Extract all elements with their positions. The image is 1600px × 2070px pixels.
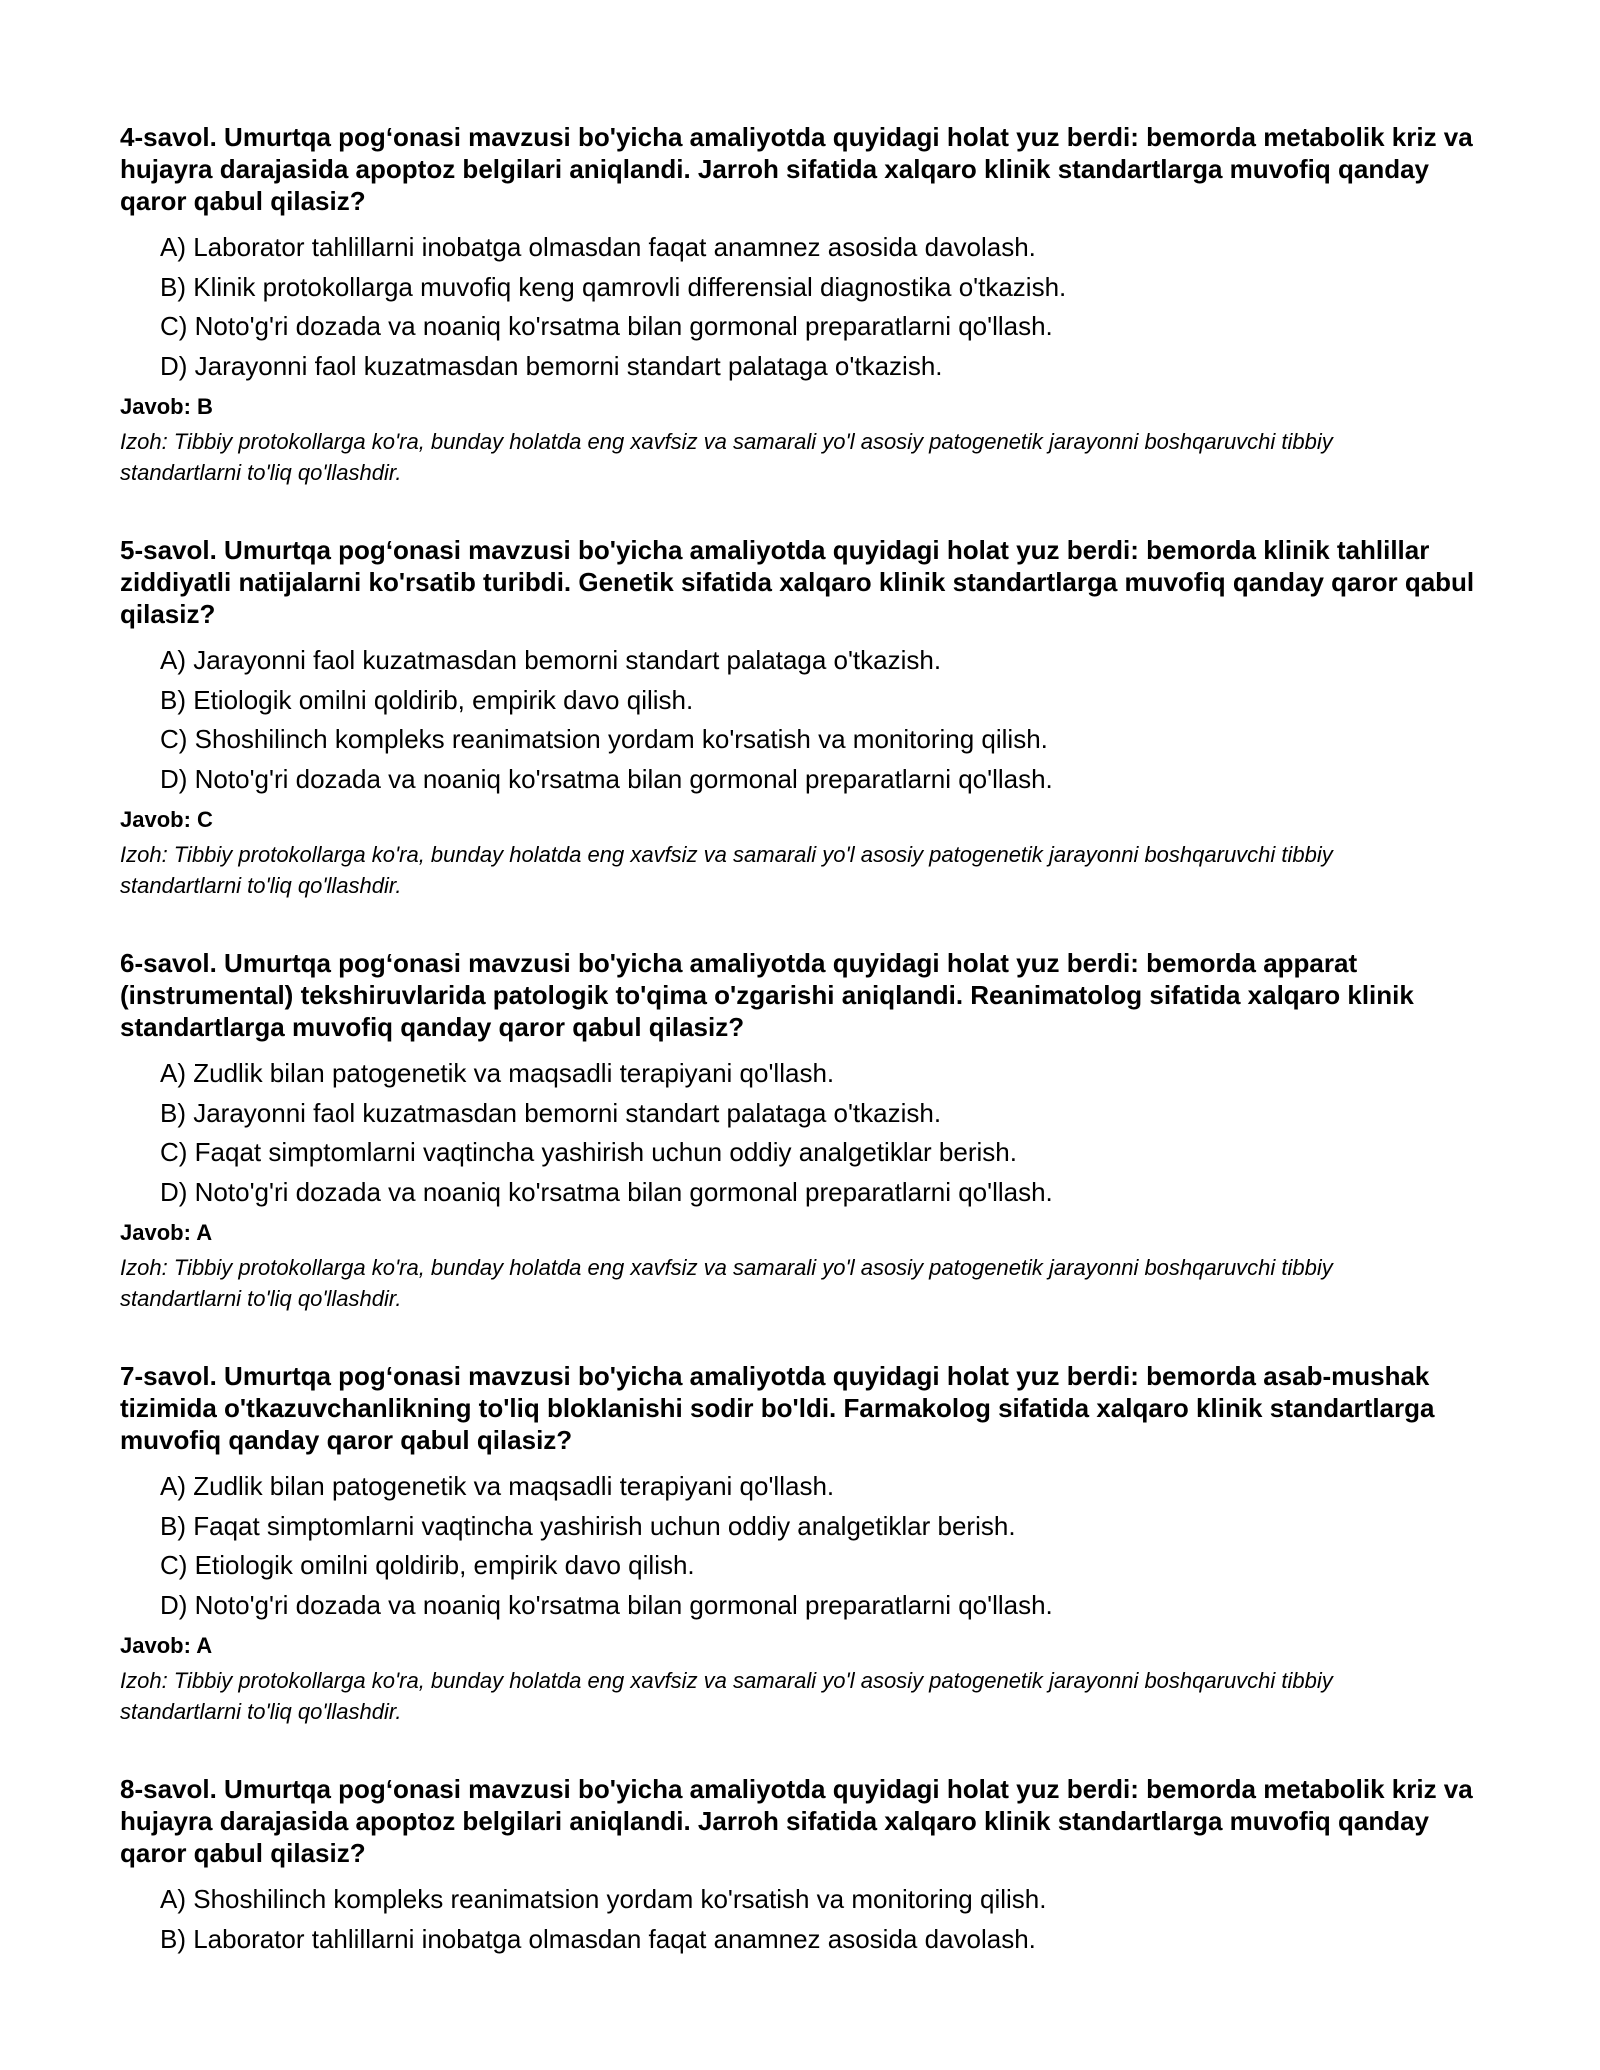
option-d: D) Noto'g'ri dozada va noaniq ko'rsatma bilan gormonal preparatlarni qo'llash. xyxy=(160,1176,1053,1207)
question-4 xyxy=(120,121,1480,488)
option-a: A) Laborator tahlillarni inobatga olmasdan faqat anamnez asosida davolash. xyxy=(160,232,1036,262)
option-d: D) Noto'g'ri dozada va noaniq ko'rsatma bilan gormonal preparatlarni qo'llash. xyxy=(160,763,1053,794)
question-title: 5-savol. Umurtqa pog‘onasi mavzusi bo'yicha amaliyotda quyidagi holat yuz berdi: bemorda klinik tahlillar ziddiyatli natijalarni ko'rsatib turibdi. Genetik sifatida xalqaro klinik standartlarga muvofiq qanday qaror qabul qilasiz? xyxy=(120,535,1475,629)
question-5 xyxy=(120,534,1480,901)
option-d: D) Noto'g'ri dozada va noaniq ko'rsatma bilan gormonal preparatlarni qo'llash. xyxy=(160,1589,1053,1620)
answer-key: Javob: B xyxy=(120,394,213,419)
question-title: 7-savol. Umurtqa pog‘onasi mavzusi bo'yicha amaliyotda quyidagi holat yuz berdi: bemorda asab-mushak tizimida o'tkazuvchanlikning to'liq bloklanishi sodir bo'ldi. Farmakolog sifatida xalqaro klinik standartlarga muvofiq qanday qaror qabul qilasiz? xyxy=(120,1361,1435,1455)
question-8 xyxy=(120,1773,1480,1959)
option-a: A) Shoshilinch kompleks reanimatsion yordam ko'rsatish va monitoring qilish. xyxy=(160,1884,1047,1914)
option-b: B) Klinik protokollarga muvofiq keng qamrovli differensial diagnostika o'tkazish. xyxy=(160,271,1067,302)
question-title: 8-savol. Umurtqa pog‘onasi mavzusi bo'yicha amaliyotda quyidagi holat yuz berdi: bemorda metabolik kriz va hujayra darajasida apoptoz belgilari aniqlandi. Jarroh sifatida xalqaro klinik standartlarga muvofiq qanday qaror qabul qilasiz? xyxy=(120,1774,1473,1868)
question-title: 4-savol. Umurtqa pog‘onasi mavzusi bo'yicha amaliyotda quyidagi holat yuz berdi: bemorda metabolik kriz va hujayra darajasida apoptoz belgilari aniqlandi. Jarroh sifatida xalqaro klinik standartlarga muvofiq qanday qaror qabul qilasiz? xyxy=(120,122,1473,216)
option-b: B) Laborator tahlillarni inobatga olmasdan faqat anamnez asosida davolash. xyxy=(160,1923,1036,1954)
question-6 xyxy=(120,947,1480,1314)
option-b: B) Faqat simptomlarni vaqtincha yashirish uchun oddiy analgetiklar berish. xyxy=(160,1510,1016,1541)
option-b: B) Etiologik omilni qoldirib, empirik davo qilish. xyxy=(160,684,694,715)
explanation-note: Izoh: Tibbiy protokollarga ko'ra, bunday holatda eng xavfsiz va samarali yo'l asosiy patogenetik jarayonni boshqaruvchi tibbiy standartlarni to'liq qo'llashdir. xyxy=(120,1668,1333,1724)
option-c: C) Faqat simptomlarni vaqtincha yashirish uchun oddiy analgetiklar berish. xyxy=(160,1137,1017,1167)
explanation-note: Izoh: Tibbiy protokollarga ko'ra, bunday holatda eng xavfsiz va samarali yo'l asosiy patogenetik jarayonni boshqaruvchi tibbiy standartlarni to'liq qo'llashdir. xyxy=(120,1255,1333,1311)
question-7 xyxy=(120,1360,1480,1727)
option-c: C) Noto'g'ri dozada va noaniq ko'rsatma bilan gormonal preparatlarni qo'llash. xyxy=(160,311,1053,341)
option-c: C) Shoshilinch kompleks reanimatsion yordam ko'rsatish va monitoring qilish. xyxy=(160,724,1048,754)
answer-options xyxy=(120,1880,1480,1959)
option-a: A) Zudlik bilan patogenetik va maqsadli terapiyani qo'llash. xyxy=(160,1058,835,1088)
option-a: A) Jarayonni faol kuzatmasdan bemorni standart palataga o'tkazish. xyxy=(160,645,942,675)
answer-key: Javob: A xyxy=(120,1220,213,1245)
option-b: B) Jarayonni faol kuzatmasdan bemorni standart palataga o'tkazish. xyxy=(160,1097,942,1128)
answer-options xyxy=(120,1467,1480,1625)
question-title: 6-savol. Umurtqa pog‘onasi mavzusi bo'yicha amaliyotda quyidagi holat yuz berdi: bemorda apparat (instrumental) tekshiruvlarida patologik to'qima o'zgarishi aniqlandi. Reanimatolog sifatida xalqaro klinik standartlarga muvofiq qanday qaror qabul qilasiz? xyxy=(120,948,1414,1042)
answer-options xyxy=(120,641,1480,799)
option-c: C) Etiologik omilni qoldirib, empirik davo qilish. xyxy=(160,1550,695,1580)
explanation-note: Izoh: Tibbiy protokollarga ko'ra, bunday holatda eng xavfsiz va samarali yo'l asosiy patogenetik jarayonni boshqaruvchi tibbiy standartlarni to'liq qo'llashdir. xyxy=(120,842,1333,898)
answer-key: Javob: A xyxy=(120,1633,213,1658)
document-page xyxy=(120,121,1480,2005)
explanation-note: Izoh: Tibbiy protokollarga ko'ra, bunday holatda eng xavfsiz va samarali yo'l asosiy patogenetik jarayonni boshqaruvchi tibbiy standartlarni to'liq qo'llashdir. xyxy=(120,429,1333,485)
answer-key: Javob: C xyxy=(120,807,213,832)
option-d: D) Jarayonni faol kuzatmasdan bemorni standart palataga o'tkazish. xyxy=(160,350,943,381)
answer-options xyxy=(120,228,1480,386)
answer-options xyxy=(120,1054,1480,1212)
option-a: A) Zudlik bilan patogenetik va maqsadli terapiyani qo'llash. xyxy=(160,1471,835,1501)
